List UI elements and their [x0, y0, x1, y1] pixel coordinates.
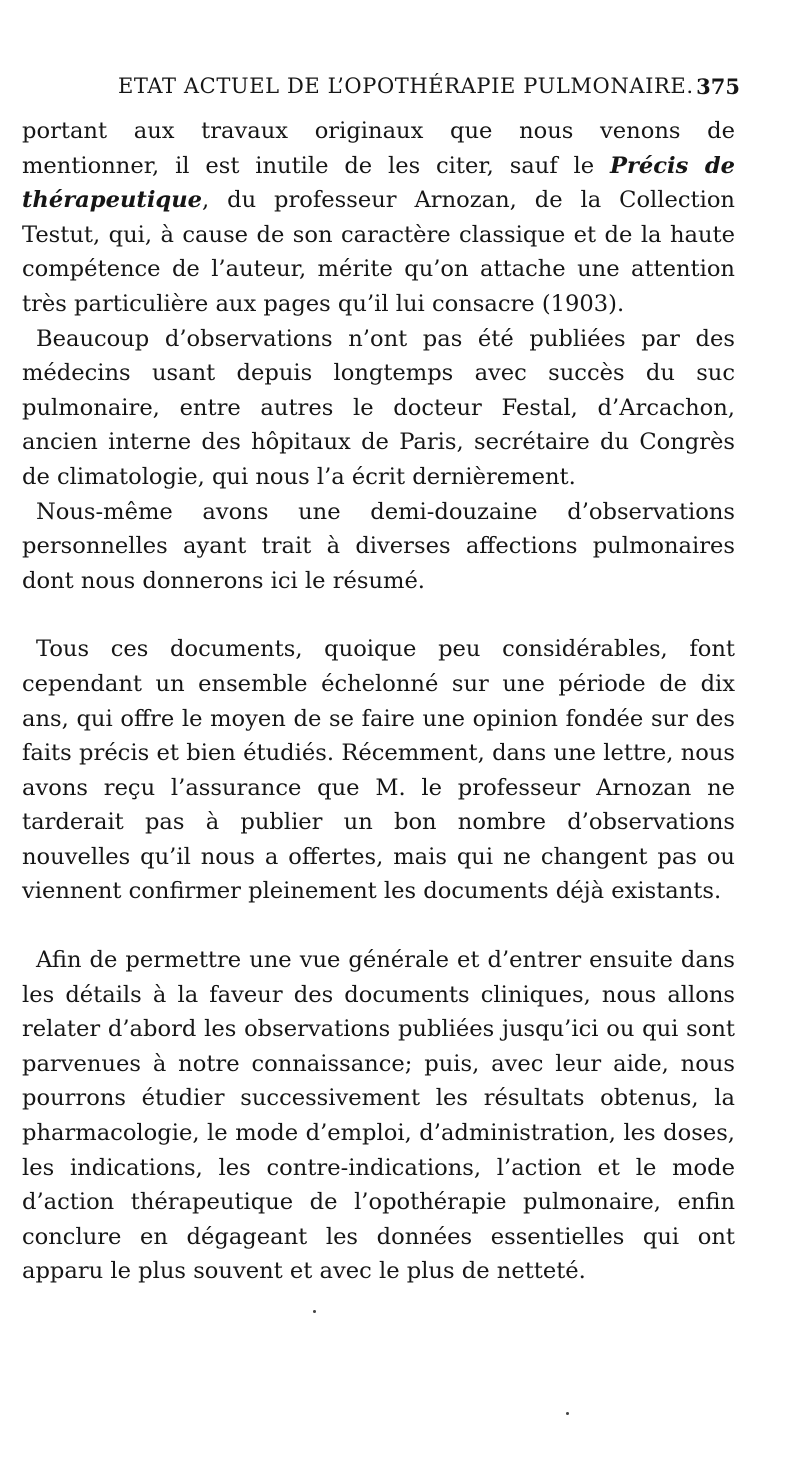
paragraph-1-text-end: , du professeur Arnozan, de la Collection Testut, qui, à cause de son caractère classique et de la haute compétence de l’auteur, mérite qu’on attache une attention très particulière aux pages qu’il lui consacre (1903).	[22, 187, 735, 317]
paragraph-2: Beaucoup d’observations n’ont pas été publiées par des médecins usant depuis longtemps avec succès du suc pulmonaire, entre autres le docteur Festal, d’Arcachon, ancien interne des hôpitaux de Paris, secrétaire du Congrès de climatologie, qui nous l’a écrit dernièrement.	[22, 325, 735, 490]
paragraph-1-text-start: portant aux travaux originaux que nous venons de mentionner, il est inutile de les citer, sauf le	[22, 118, 735, 179]
paragraph-5: Afin de permettre une vue générale et d’entrer ensuite dans les détails à la faveur des documents cliniques, nous allons relater d’abord les observations publiées jusqu’ici ou qui sont parvenues à notre connaissance; puis, avec leur aide, nous pourrons étudier successivement les résultats obtenus, la pharmacologie, le mode d’emploi, d’administration, les doses, les indications, les contre-indications, l’action et le mode d’action thérapeutique de l’opothérapie pulmonaire, enfin conclure en dégageant les données essentielles qui ont apparu le plus souvent et avec le plus de netteté.	[22, 947, 735, 1285]
page-number: 375	[696, 74, 740, 99]
running-header	[118, 74, 740, 104]
paragraph-1	[22, 114, 735, 322]
running-header-title: ETAT ACTUEL DE L’OPOTHÉRAPIE PULMONAIRE.	[118, 74, 694, 98]
ink-speck	[566, 1412, 569, 1415]
body-text	[22, 114, 735, 1289]
paragraph-3: Nous-même avons une demi-douzaine d’observations personnelles ayant trait à diverses affections pulmonaires dont nous donnerons ici le résumé.	[22, 498, 735, 594]
ink-speck	[313, 1310, 316, 1313]
book-title-reference: Précis de thérapeutique	[22, 152, 735, 214]
paragraph-4: Tous ces documents, quoique peu considérables, font cependant un ensemble échelonné sur une période de dix ans, qui offre le moyen de se faire une opinion fondée sur des faits précis et bien étudiés. Récemment, dans une lettre, nous avons reçu l’assurance que M. le professeur Arnozan ne tarderait pas à publier un bon nombre d’observations nouvelles qu’il nous a offertes, mais qui ne changent pas ou viennent confirmer pleinement les documents déjà existants.	[22, 636, 735, 905]
